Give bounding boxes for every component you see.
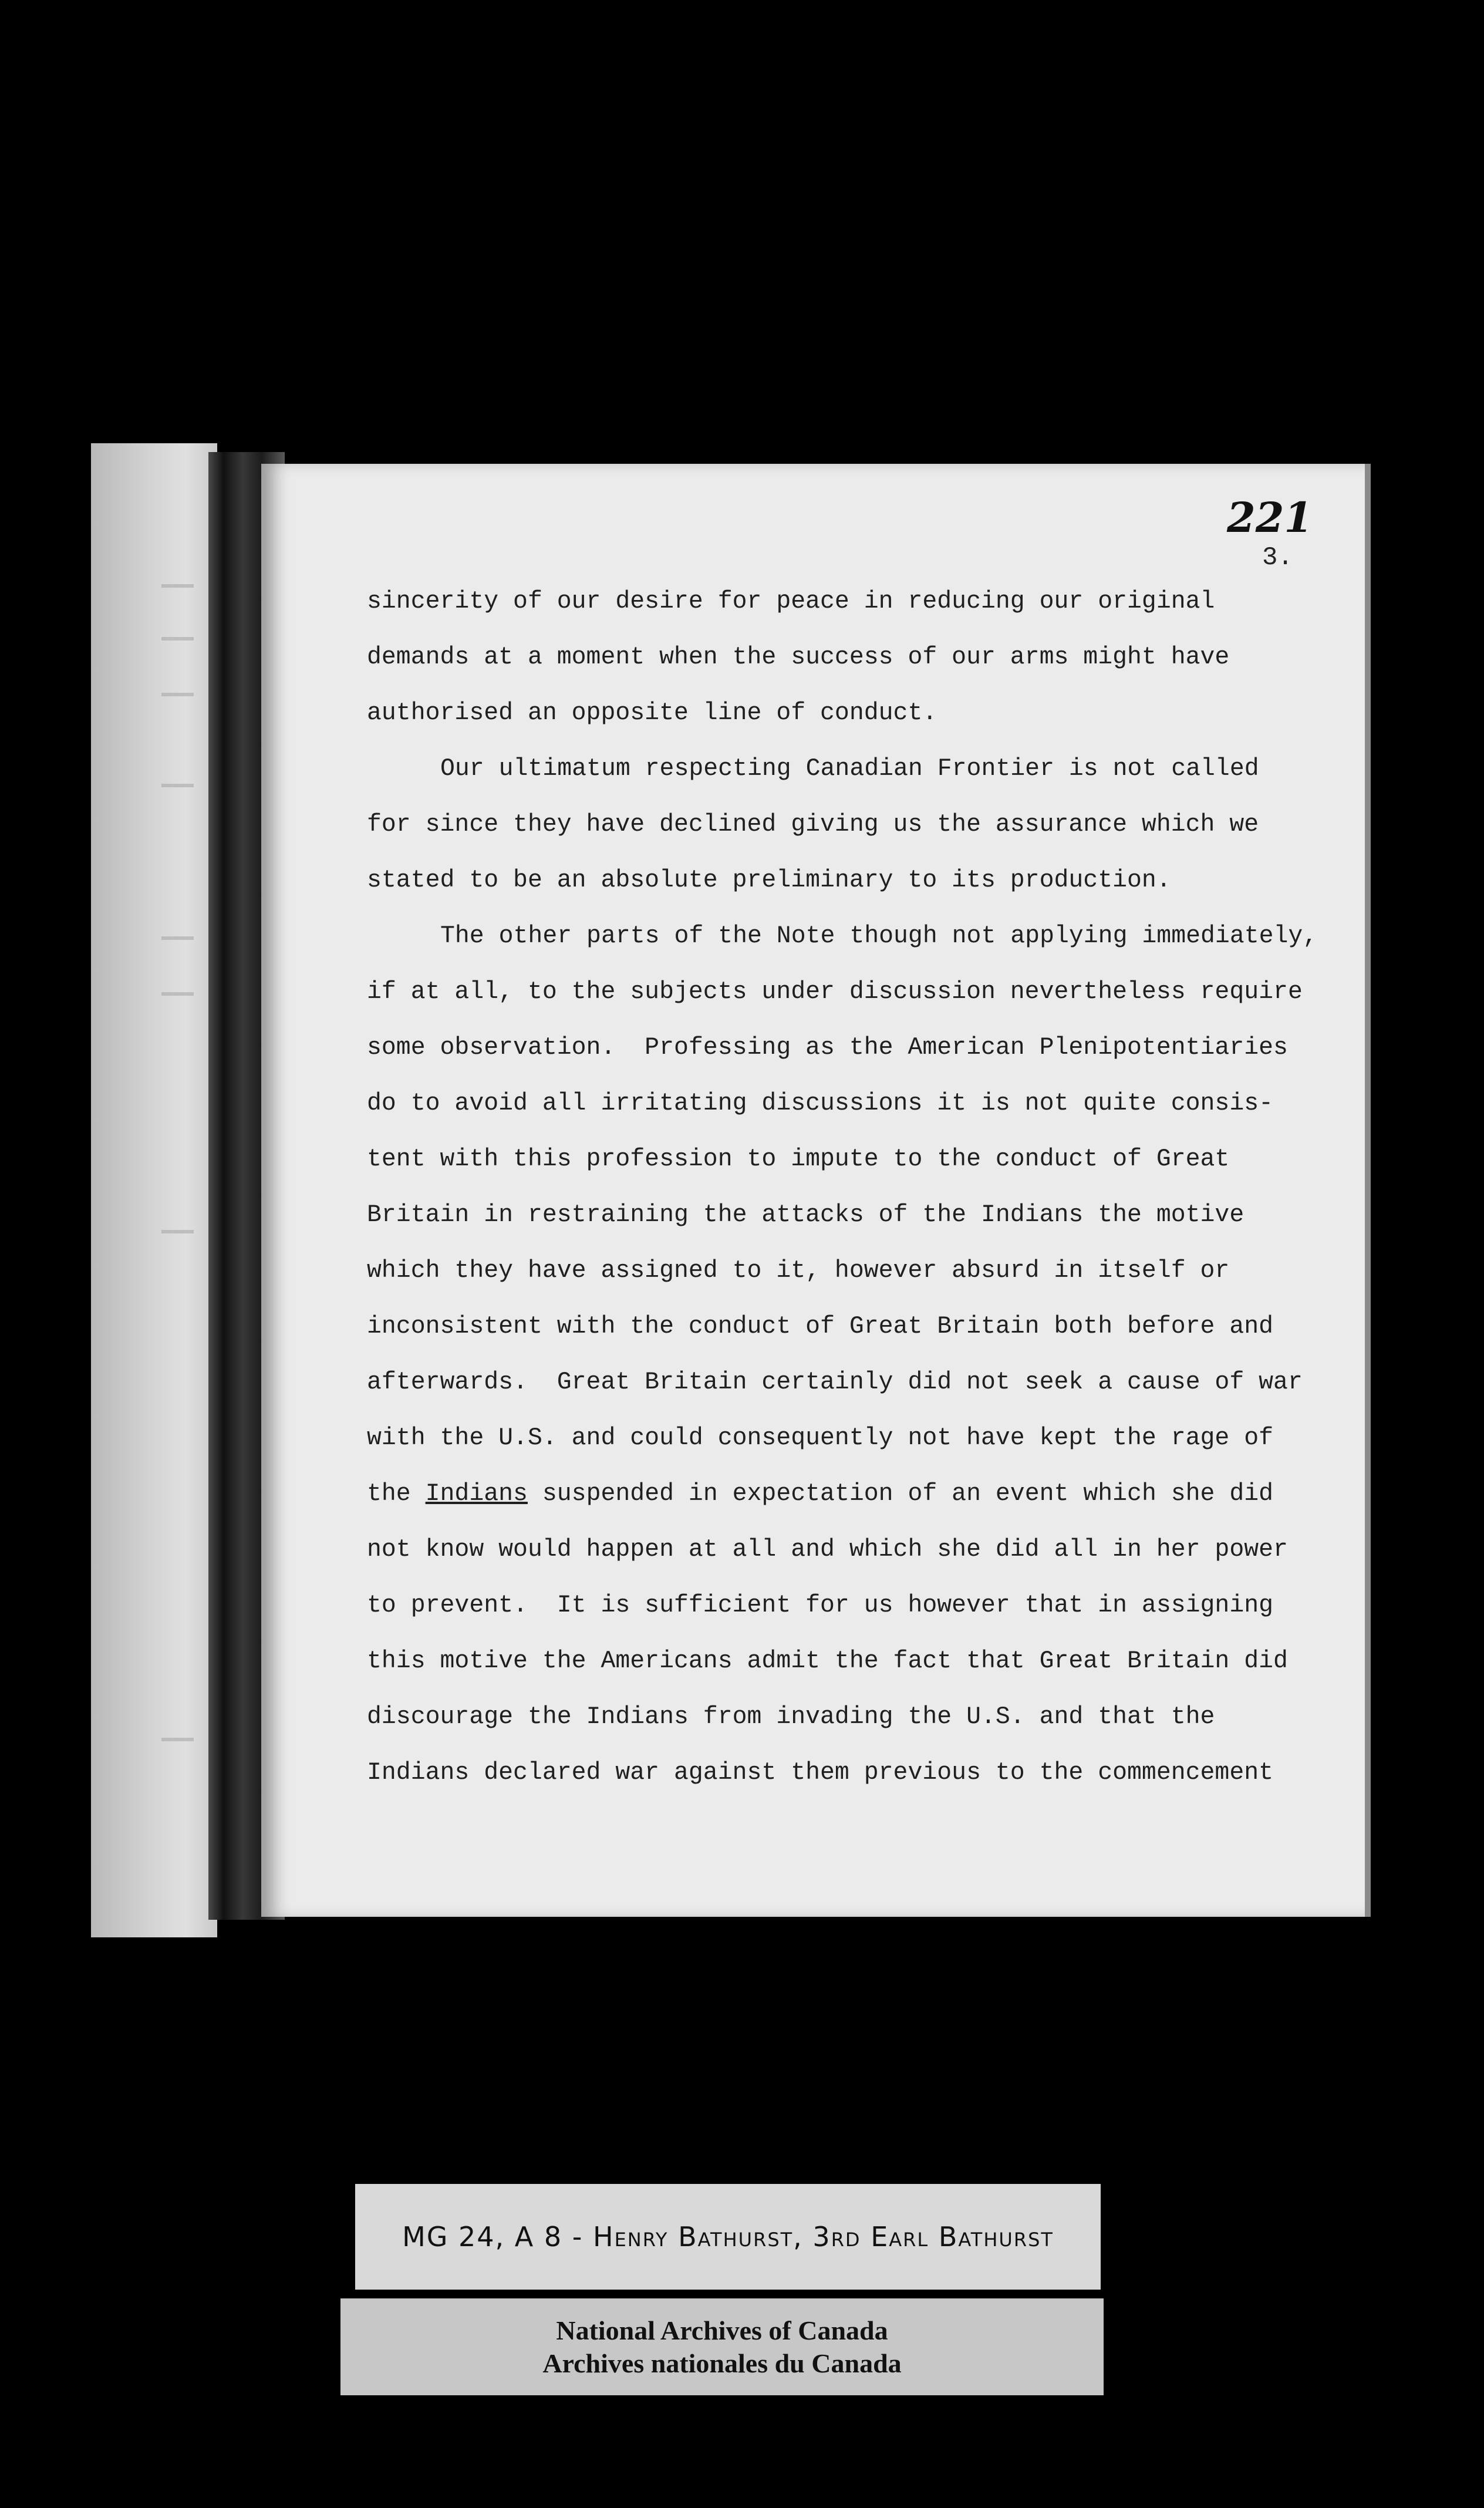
adjacent-page-text-fragment	[161, 1738, 194, 1741]
text-line: for since they have declined giving us the assurance which we	[367, 811, 1259, 838]
text-segment: suspended in expectation of an event which she did	[527, 1480, 1274, 1508]
text-line: which they have assigned to it, however absurd in itself or	[367, 1257, 1230, 1285]
text-line: Our ultimatum respecting Canadian Frontier is not called	[440, 755, 1259, 783]
institution-name-french: Archives nationales du Canada	[542, 2348, 902, 2378]
adjacent-page-text-fragment	[161, 1230, 194, 1233]
underlined-word: Indians	[425, 1480, 528, 1508]
text-line: some observation. Professing as the American Plenipotentiaries	[367, 1034, 1288, 1061]
text-line: authorised an opposite line of conduct.	[367, 699, 937, 727]
folio-number: 221	[1227, 493, 1313, 542]
text-line: not know would happen at all and which she did all in her power	[367, 1536, 1288, 1563]
adjacent-page-text-fragment	[161, 784, 194, 787]
adjacent-page-edge	[91, 443, 217, 1937]
text-line: sincerity of our desire for peace in reducing our original	[367, 588, 1215, 615]
text-segment: the	[367, 1480, 426, 1508]
text-line: afterwards. Great Britain certainly did not seek a cause of war	[367, 1368, 1303, 1396]
adjacent-page-text-fragment	[161, 693, 194, 696]
fonds-reference-text: MG 24, A 8 - Henry Bathurst, 3rd Earl Bathurst	[402, 2221, 1054, 2253]
institution-name-english: National Archives of Canada	[556, 2315, 888, 2345]
text-line: inconsistent with the conduct of Great Britain both before and	[367, 1313, 1274, 1340]
text-line: demands at a moment when the success of our arms might have	[367, 643, 1230, 671]
adjacent-page-text-fragment	[161, 637, 194, 641]
typed-letter-body	[367, 584, 1353, 1811]
page-edge	[1365, 464, 1371, 1917]
text-line: The other parts of the Note though not applying immediately,	[440, 922, 1318, 950]
adjacent-page-text-fragment	[161, 936, 194, 940]
text-line: if at all, to the subjects under discussion nevertheless require	[367, 978, 1303, 1006]
text-line	[367, 1477, 1353, 1532]
text-line: to prevent. It is sufficient for us however that in assigning	[367, 1592, 1274, 1619]
text-line: do to avoid all irritating discussions it is not quite consis-	[367, 1090, 1274, 1117]
text-line: this motive the Americans admit the fact that Great Britain did	[367, 1647, 1288, 1675]
page-number: 3.	[1262, 543, 1293, 572]
text-line: with the U.S. and could consequently not have kept the rage of	[367, 1424, 1274, 1452]
text-line: tent with this profession to impute to the conduct of Great	[367, 1145, 1230, 1173]
institution-label	[340, 2298, 1104, 2395]
fonds-reference-label	[355, 2184, 1101, 2290]
adjacent-page-text-fragment	[161, 584, 194, 588]
text-line: discourage the Indians from invading the U.S. and that the	[367, 1703, 1215, 1731]
text-line: Indians declared war against them previous to the commencement	[367, 1759, 1274, 1786]
text-line: stated to be an absolute preliminary to its production.	[367, 867, 1171, 894]
adjacent-page-text-fragment	[161, 992, 194, 996]
text-line: Britain in restraining the attacks of the Indians the motive	[367, 1201, 1244, 1229]
